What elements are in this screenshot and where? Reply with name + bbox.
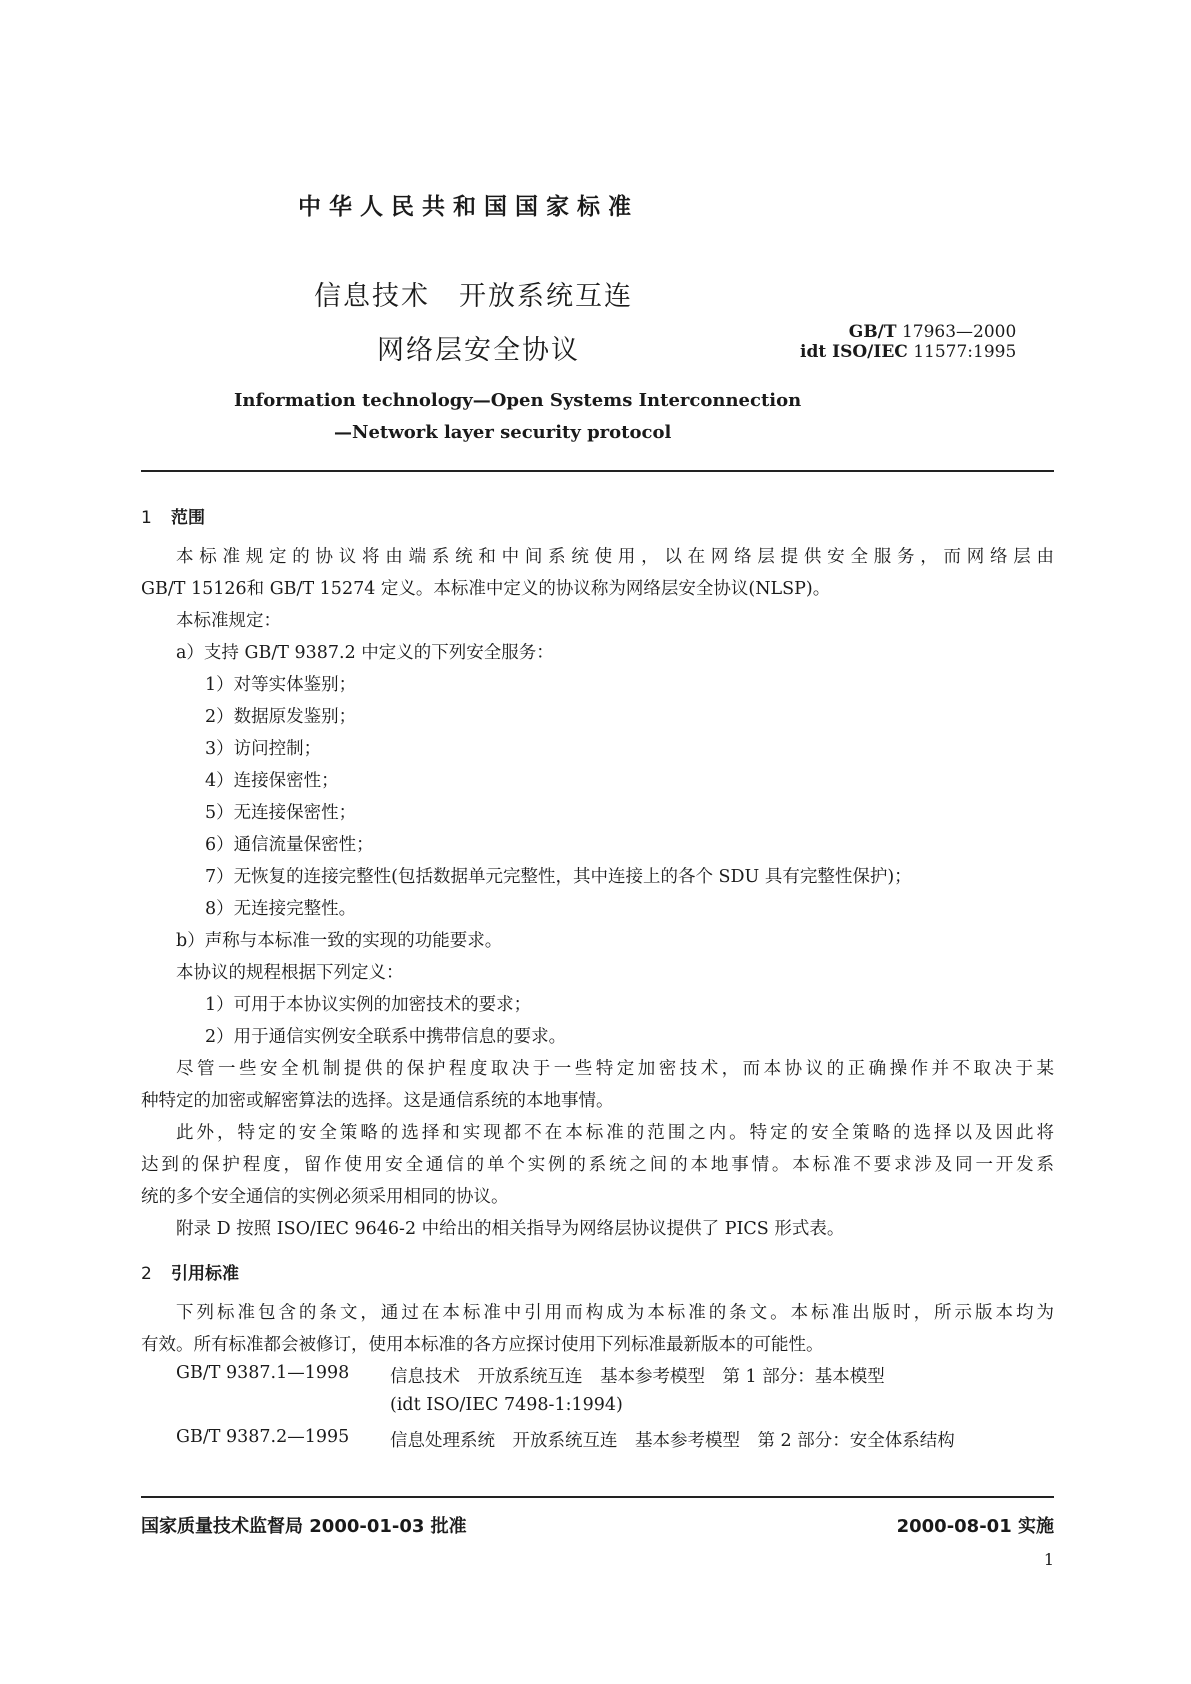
s1-def-1: 1）可用于本协议实例的加密技术的要求； — [205, 995, 532, 1015]
s2-para1-line2: 有效。所有标准都会被修订，使用本标准的各方应探讨使用下列标准最新版本的可能性。 — [141, 1335, 824, 1355]
s1-service-7: 7）无恢复的连接完整性(包括数据单元完整性，其中连接上的各个 SDU 具有完整性保护)； — [205, 867, 912, 887]
s1-para3-line2: 达到的保护程度，留作使用安全通信的单个实例的系统之间的本地事情。本标准不要求涉及同一开发系 — [141, 1155, 1054, 1175]
ref-2-code: GB/T 9387.2—1995 — [176, 1427, 350, 1447]
standard-header: 中华人民共和国国家标准 — [298, 194, 639, 220]
s1-item-a: a）支持 GB/T 9387.2 中定义的下列安全服务： — [176, 643, 554, 663]
footer-rule — [141, 1496, 1054, 1498]
s1-service-4: 4）连接保密性； — [205, 771, 339, 791]
s1-para4: 附录 D 按照 ISO/IEC 9646-2 中给出的相关指导为网络层协议提供了 PICS 形式表。 — [176, 1219, 845, 1239]
s1-para2-line1: 尽管一些安全机制提供的保护程度取决于一些特定加密技术，而本协议的正确操作并不取决于某 — [176, 1059, 1054, 1079]
title-cn-line1: 信息技术 开放系统互连 — [314, 281, 633, 312]
ref-1-code: GB/T 9387.1—1998 — [176, 1363, 350, 1383]
approval-date: 国家质量技术监督局 2000-01-03 批准 — [141, 1516, 467, 1537]
s1-para3-line3: 统的多个安全通信的实例必须采用相同的协议。 — [141, 1187, 509, 1207]
page-number: 1 — [1043, 1550, 1054, 1569]
s1-service-2: 2）数据原发鉴别； — [205, 707, 357, 727]
ref-1-title: 信息技术 开放系统互连 基本参考模型 第 1 部分：基本模型 — [390, 1367, 885, 1387]
section-2-title: 引用标准 — [171, 1264, 239, 1284]
s1-def-2: 2）用于通信实例安全联系中携带信息的要求。 — [205, 1027, 567, 1047]
idt-label: idt ISO/IEC — [800, 342, 908, 362]
s1-para1-line2: GB/T 15126和 GB/T 15274 定义。本标准中定义的协议称为网络层安全协议(NLSP)。 — [141, 579, 831, 599]
s1-service-8: 8）无连接完整性。 — [205, 899, 357, 919]
section-2-heading — [141, 1259, 239, 1284]
s1-service-1: 1）对等实体鉴别； — [205, 675, 357, 695]
s1-item-b: b）声称与本标准一致的实现的功能要求。 — [176, 931, 503, 951]
s1-service-3: 3）访问控制； — [205, 739, 322, 759]
gb-number: 17963—2000 — [901, 322, 1017, 342]
s2-para1-line1: 下列标准包含的条文，通过在本标准中引用而构成为本标准的条文。本标准出版时，所示版本均为 — [176, 1303, 1054, 1323]
ref-2-title: 信息处理系统 开放系统互连 基本参考模型 第 2 部分：安全体系结构 — [390, 1431, 955, 1451]
s1-para1-line1: 本标准规定的协议将由端系统和中间系统使用，以在网络层提供安全服务，而网络层由 — [176, 547, 1054, 567]
header-rule — [141, 470, 1054, 472]
idt-number: 11577:1995 — [913, 342, 1017, 362]
title-cn-line2: 网络层安全协议 — [377, 335, 580, 366]
s1-service-6: 6）通信流量保密性； — [205, 835, 374, 855]
section-1-heading — [141, 503, 205, 528]
s1-service-5: 5）无连接保密性； — [205, 803, 357, 823]
s1-para2-line2: 种特定的加密或解密算法的选择。这是通信系统的本地事情。 — [141, 1091, 614, 1111]
section-1-title: 范围 — [171, 508, 205, 528]
section-1-number: 1 — [141, 508, 152, 528]
gb-label: GB/T — [848, 322, 897, 342]
ref-1-note: (idt ISO/IEC 7498-1:1994) — [390, 1395, 623, 1415]
title-en-line1: Information technology—Open Systems Interconnection — [234, 390, 802, 411]
standard-number — [800, 322, 1016, 362]
s1-specifies: 本标准规定： — [176, 611, 281, 631]
implementation-date: 2000-08-01 实施 — [896, 1516, 1054, 1537]
s1-procedures: 本协议的规程根据下列定义： — [176, 963, 404, 983]
title-en-line2: —Network layer security protocol — [334, 422, 672, 443]
section-2-number: 2 — [141, 1264, 152, 1284]
s1-para3-line1: 此外，特定的安全策略的选择和实现都不在本标准的范围之内。特定的安全策略的选择以及因此将 — [176, 1123, 1054, 1143]
